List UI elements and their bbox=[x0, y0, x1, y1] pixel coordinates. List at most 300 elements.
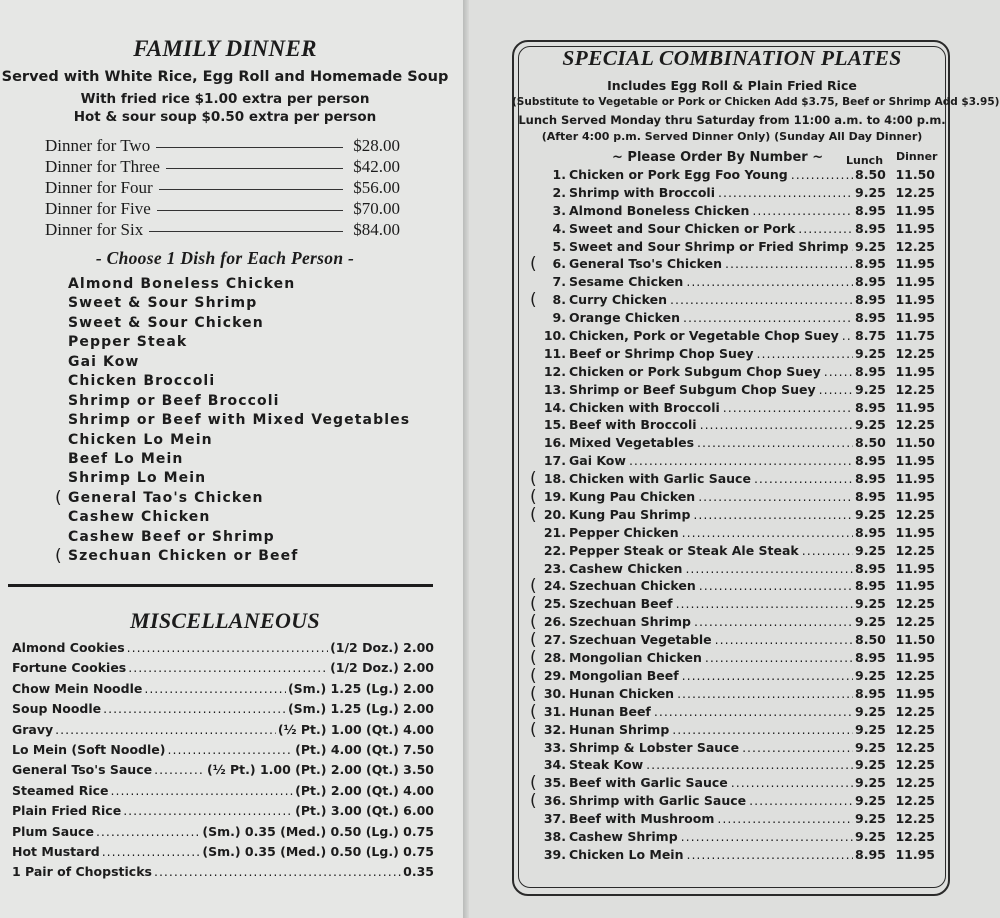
item-name: Sweet and Sour Shrimp or Fried Shrimp bbox=[569, 238, 849, 254]
leader-dots bbox=[681, 829, 853, 844]
combination-item bbox=[540, 757, 935, 775]
item-number: 11. bbox=[543, 345, 566, 361]
spicy-mark-icon: ( bbox=[530, 469, 537, 490]
item-name: Kung Pau Chicken bbox=[569, 489, 696, 505]
spicy-mark-icon: ( bbox=[530, 576, 537, 597]
leader-line bbox=[166, 168, 343, 169]
spicy-mark-icon: ( bbox=[530, 683, 537, 704]
combination-item bbox=[530, 290, 935, 311]
dish-choice bbox=[68, 354, 410, 373]
misc-item bbox=[12, 783, 434, 803]
dinner-price: $28.00 bbox=[353, 136, 400, 155]
misc-item-name: Soup Noodle bbox=[12, 701, 102, 717]
lunch-price: 8.95 bbox=[855, 256, 886, 272]
lunch-price: 8.95 bbox=[855, 363, 886, 379]
lunch-price: 9.25 bbox=[855, 757, 886, 773]
item-name: Hunan Shrimp bbox=[569, 721, 670, 737]
dinner-price: $42.00 bbox=[353, 157, 400, 176]
leader-dots bbox=[168, 742, 294, 757]
dish-name: Gai Kow bbox=[68, 353, 140, 370]
item-name: Szechuan Vegetable bbox=[569, 632, 712, 648]
leader-dots bbox=[715, 632, 853, 647]
lunch-price: 8.95 bbox=[855, 489, 886, 505]
item-name: Szechuan Beef bbox=[569, 596, 673, 612]
leader-dots bbox=[725, 256, 853, 271]
dish-name: Almond Boneless Chicken bbox=[68, 276, 296, 292]
combination-item bbox=[530, 701, 935, 722]
leader-line bbox=[149, 231, 343, 232]
spicy-mark-icon: ( bbox=[530, 791, 537, 812]
combination-list bbox=[530, 167, 935, 865]
dinner-price: 12.25 bbox=[895, 184, 935, 200]
misc-item-price: (Pt.) 3.00 (Qt.) 6.00 bbox=[295, 803, 434, 819]
leader-dots bbox=[96, 824, 200, 839]
misc-item-price: (Sm.) 0.35 (Med.) 0.50 (Lg.) 0.75 bbox=[202, 843, 434, 859]
dish-name: Pepper Steak bbox=[68, 334, 188, 351]
dinner-price: 11.75 bbox=[895, 328, 935, 344]
spicy-mark-icon: ( bbox=[530, 504, 537, 525]
lunch-price: 8.95 bbox=[855, 650, 886, 666]
item-name: Chicken or Pork Subgum Chop Suey bbox=[569, 363, 821, 379]
dinner-price: 12.25 bbox=[895, 703, 935, 719]
leader-line bbox=[156, 147, 343, 148]
misc-item-price: (Sm.) 1.25 (Lg.) 2.00 bbox=[287, 701, 434, 717]
misc-item bbox=[12, 762, 434, 782]
combination-item bbox=[540, 346, 935, 364]
item-number: 38. bbox=[543, 828, 566, 844]
dinner-price: 12.25 bbox=[895, 542, 935, 558]
misc-item-name: 1 Pair of Chopsticks bbox=[12, 864, 152, 880]
dish-choice bbox=[68, 334, 410, 353]
spicy-mark-icon: ( bbox=[530, 594, 537, 615]
leader-dots bbox=[723, 400, 853, 415]
item-number: 3. bbox=[552, 202, 566, 218]
lunch-price: 8.95 bbox=[855, 310, 886, 326]
item-number: 2. bbox=[552, 184, 566, 200]
dish-name: Cashew Chicken bbox=[68, 509, 211, 526]
leader-dots bbox=[798, 221, 853, 236]
misc-item-name: Steamed Rice bbox=[12, 782, 109, 798]
lunch-price: 8.50 bbox=[855, 167, 886, 182]
family-dinner-title: FAMILY DINNER bbox=[133, 36, 317, 61]
combination-item bbox=[540, 435, 935, 453]
item-number: 28. bbox=[543, 650, 566, 666]
leader-dots bbox=[749, 793, 853, 808]
combination-item bbox=[530, 791, 935, 812]
item-name: Mongolian Beef bbox=[569, 667, 679, 683]
leader-dots bbox=[819, 382, 853, 397]
order-by-number-note: ~ Please Order By Number ~ bbox=[612, 150, 824, 165]
item-number: 5. bbox=[552, 238, 566, 254]
leader-dots bbox=[731, 775, 853, 790]
item-number: 14. bbox=[543, 399, 566, 415]
item-name: General Tso's Chicken bbox=[569, 256, 722, 272]
leader-dots bbox=[699, 578, 853, 593]
dinner-price: 12.25 bbox=[895, 757, 935, 773]
leader-dots bbox=[55, 722, 276, 737]
dinner-price: 12.25 bbox=[895, 667, 935, 683]
leader-dots bbox=[103, 701, 286, 716]
lunch-price: 9.25 bbox=[855, 667, 886, 683]
leader-dots bbox=[718, 185, 853, 200]
lunch-price: 9.25 bbox=[855, 828, 886, 844]
leader-dots bbox=[686, 274, 853, 289]
dinner-price: 12.25 bbox=[895, 793, 935, 809]
item-number: 4. bbox=[552, 220, 566, 236]
dinner-price: 11.95 bbox=[895, 310, 935, 326]
lunch-price: 9.25 bbox=[855, 506, 886, 522]
combination-item bbox=[530, 719, 935, 740]
misc-item-price: (1/2 Doz.) 2.00 bbox=[330, 640, 434, 655]
item-name: Szechuan Shrimp bbox=[569, 614, 691, 630]
dish-choice-list bbox=[55, 276, 411, 568]
dish-choice bbox=[68, 412, 410, 431]
lunch-price: 9.25 bbox=[855, 542, 886, 558]
dish-name: Shrimp Lo Mein bbox=[68, 470, 207, 487]
lunch-price: 8.95 bbox=[855, 202, 886, 218]
combination-includes: Includes Egg Roll & Plain Fried Rice bbox=[607, 78, 857, 93]
misc-item-name: Hot Mustard bbox=[12, 843, 100, 859]
misc-item-name: General Tso's Sauce bbox=[12, 762, 153, 778]
combination-substitute-note: (Substitute to Vegetable or Pork or Chicken Add $3.75, Beef or Shrimp Add $3.95) bbox=[512, 96, 1000, 108]
misc-item bbox=[12, 660, 434, 680]
combination-item bbox=[540, 829, 935, 847]
dinner-price: 11.95 bbox=[895, 524, 935, 540]
item-name: Chicken, Pork or Vegetable Chop Suey bbox=[569, 328, 839, 344]
dinner-price: 12.25 bbox=[895, 238, 935, 254]
dish-name: Shrimp or Beef with Mixed Vegetables bbox=[68, 412, 411, 429]
item-number: 20. bbox=[543, 506, 566, 522]
lunch-price: 8.95 bbox=[855, 274, 886, 290]
dinner-price: 11.95 bbox=[895, 846, 935, 862]
item-number: 12. bbox=[543, 363, 566, 379]
leader-dots bbox=[742, 740, 853, 755]
dish-choice bbox=[55, 546, 410, 567]
item-name: Curry Chicken bbox=[569, 292, 668, 308]
dinner-price: 11.95 bbox=[895, 220, 935, 236]
dish-name: Shrimp or Beef Broccoli bbox=[68, 392, 280, 409]
dinner-only-note: (After 4:00 p.m. Served Dinner Only) (Sunday All Day Dinner) bbox=[541, 130, 923, 143]
combination-item bbox=[530, 576, 935, 597]
item-number: 35. bbox=[543, 775, 566, 791]
item-name: Almond Boneless Chicken bbox=[569, 202, 750, 218]
combination-item bbox=[540, 847, 935, 865]
misc-item-price: (Sm.) 1.25 (Lg.) 2.00 bbox=[287, 680, 434, 696]
item-number: 33. bbox=[543, 739, 566, 755]
leader-dots bbox=[646, 757, 853, 772]
misc-item-price: (½ Pt.) 1.00 (Qt.) 4.00 bbox=[277, 721, 434, 737]
spicy-mark-icon: ( bbox=[530, 773, 537, 794]
combination-item bbox=[540, 453, 935, 471]
leader-dots bbox=[154, 762, 205, 777]
lunch-price: 9.25 bbox=[855, 811, 886, 827]
lunch-price: 9.25 bbox=[855, 596, 886, 612]
item-number: 9. bbox=[552, 310, 566, 326]
leader-dots bbox=[791, 167, 853, 182]
misc-item-name: Plum Sauce bbox=[12, 823, 94, 839]
lunch-price: 9.25 bbox=[855, 775, 886, 791]
leader-dots bbox=[102, 844, 201, 859]
leader-dots bbox=[694, 614, 853, 629]
item-name: Szechuan Chicken bbox=[569, 578, 696, 594]
misc-item-price: (Pt.) 4.00 (Qt.) 7.50 bbox=[295, 741, 434, 757]
leader-line bbox=[157, 210, 343, 211]
lunch-price: 8.95 bbox=[855, 399, 886, 415]
item-number: 27. bbox=[543, 632, 566, 648]
dish-name: Beef Lo Mein bbox=[68, 450, 184, 467]
dinner-price: 12.25 bbox=[895, 614, 935, 630]
item-name: Chicken or Pork Egg Foo Young bbox=[569, 167, 788, 182]
dinner-price: 11.95 bbox=[895, 578, 935, 594]
dinner-price: 12.25 bbox=[895, 721, 935, 737]
leader-dots bbox=[700, 417, 853, 432]
lunch-price: 8.95 bbox=[855, 292, 886, 308]
lunch-column-header: Lunch bbox=[846, 154, 884, 167]
lunch-price: 9.25 bbox=[855, 345, 886, 361]
item-number: 8. bbox=[552, 292, 566, 308]
combination-item bbox=[530, 683, 935, 704]
section-divider bbox=[8, 584, 433, 587]
item-number: 7. bbox=[552, 274, 566, 290]
spicy-mark-icon: ( bbox=[530, 630, 537, 651]
item-number: 21. bbox=[543, 524, 566, 540]
item-number: 29. bbox=[543, 667, 566, 683]
leader-dots bbox=[144, 681, 286, 696]
item-name: Shrimp & Lobster Sauce bbox=[569, 739, 740, 755]
misc-item bbox=[12, 864, 434, 884]
dinner-label: Dinner for Two bbox=[45, 136, 151, 155]
dish-choice bbox=[55, 487, 410, 509]
leader-dots bbox=[717, 811, 853, 826]
dinner-row bbox=[45, 136, 400, 157]
dish-choice bbox=[68, 393, 410, 412]
item-number: 31. bbox=[543, 703, 566, 719]
spicy-mark-icon: ( bbox=[530, 665, 537, 686]
item-name: Sweet and Sour Chicken or Pork bbox=[569, 220, 796, 236]
item-number: 32. bbox=[543, 721, 566, 737]
family-dinner-subtitle: Served with White Rice, Egg Roll and Homemade Soup bbox=[1, 69, 449, 85]
combination-item bbox=[540, 525, 935, 543]
leader-dots bbox=[111, 783, 294, 798]
dinner-label: Dinner for Five bbox=[45, 199, 151, 218]
combination-item bbox=[530, 648, 935, 669]
lunch-price: 9.25 bbox=[855, 381, 886, 397]
misc-item bbox=[12, 844, 434, 864]
dish-choice bbox=[68, 276, 410, 295]
dinner-row bbox=[45, 220, 400, 241]
dish-name: General Tao's Chicken bbox=[68, 489, 264, 506]
combination-item bbox=[540, 417, 935, 435]
item-name: Steak Kow bbox=[569, 757, 644, 773]
dinner-price: 11.95 bbox=[895, 650, 935, 666]
dinner-label: Dinner for Three bbox=[45, 157, 160, 176]
item-number: 24. bbox=[543, 578, 566, 594]
misc-item bbox=[12, 722, 434, 742]
item-name: Gai Kow bbox=[569, 453, 626, 469]
spicy-mark-icon: ( bbox=[530, 612, 537, 633]
combination-item bbox=[540, 185, 935, 203]
item-number: 39. bbox=[543, 846, 566, 862]
spicy-mark-icon: ( bbox=[530, 701, 537, 722]
dinner-row bbox=[45, 157, 400, 178]
misc-item bbox=[12, 701, 434, 721]
misc-item-price: (Pt.) 2.00 (Qt.) 4.00 bbox=[295, 782, 434, 798]
lunch-price: 8.50 bbox=[855, 435, 886, 451]
item-number: 37. bbox=[543, 811, 566, 827]
misc-item-name: Lo Mein (Soft Noodle) bbox=[12, 741, 166, 757]
dinner-price: 12.25 bbox=[895, 811, 935, 827]
leader-dots bbox=[757, 346, 853, 361]
spicy-mark-icon: ( bbox=[55, 487, 63, 508]
dinner-price: 12.25 bbox=[895, 345, 935, 361]
dinner-price: 11.95 bbox=[895, 399, 935, 415]
dish-name: Cashew Beef or Shrimp bbox=[68, 528, 275, 545]
dish-choice bbox=[68, 529, 410, 548]
combination-item bbox=[530, 469, 935, 490]
item-name: Hunan Beef bbox=[569, 703, 651, 719]
misc-item-name: Gravy bbox=[12, 721, 54, 737]
soup-note: Hot & sour soup $0.50 extra per person bbox=[73, 109, 377, 125]
item-name: Beef or Shrimp Chop Suey bbox=[569, 345, 754, 361]
leader-dots bbox=[824, 364, 853, 379]
leader-dots bbox=[672, 722, 853, 737]
spicy-mark-icon: ( bbox=[530, 719, 537, 740]
item-number: 30. bbox=[543, 685, 566, 701]
lunch-price: 8.95 bbox=[855, 578, 886, 594]
dinner-price: 11.95 bbox=[895, 685, 935, 701]
leader-dots bbox=[654, 704, 853, 719]
leader-dots bbox=[128, 660, 328, 675]
dinner-price: 11.95 bbox=[895, 274, 935, 290]
misc-item bbox=[12, 640, 434, 660]
dish-choice bbox=[68, 315, 410, 334]
leader-dots bbox=[682, 668, 853, 683]
combination-item bbox=[540, 239, 935, 257]
combination-item bbox=[540, 382, 935, 400]
dish-name: Szechuan Chicken or Beef bbox=[68, 548, 299, 565]
misc-item-price: (½ Pt.) 1.00 (Pt.) 2.00 (Qt.) 3.50 bbox=[207, 762, 434, 778]
dinner-price: 12.25 bbox=[895, 506, 935, 522]
dinner-price: 11.95 bbox=[895, 453, 935, 469]
item-name: Pepper Steak or Steak Ale Steak bbox=[569, 542, 799, 558]
lunch-price: 8.50 bbox=[855, 632, 886, 648]
combination-item bbox=[540, 740, 935, 758]
misc-item bbox=[12, 803, 434, 823]
miscellaneous-list bbox=[12, 640, 434, 885]
leader-dots bbox=[698, 489, 853, 504]
dinner-price: $70.00 bbox=[353, 199, 400, 218]
combination-item bbox=[540, 811, 935, 829]
lunch-price: 9.25 bbox=[855, 739, 886, 755]
lunch-price: 9.25 bbox=[855, 703, 886, 719]
lunch-price: 8.95 bbox=[855, 685, 886, 701]
leader-dots bbox=[705, 650, 853, 665]
dinner-price: 11.95 bbox=[895, 489, 935, 505]
item-number: 17. bbox=[543, 453, 566, 469]
dinner-row bbox=[45, 178, 400, 199]
combination-item bbox=[540, 364, 935, 382]
item-name: Mongolian Chicken bbox=[569, 650, 702, 666]
spicy-mark-icon: ( bbox=[55, 546, 63, 567]
combination-item bbox=[540, 310, 935, 328]
item-number: 10. bbox=[543, 328, 566, 344]
item-name: Shrimp or Beef Subgum Chop Suey bbox=[569, 381, 816, 397]
dinner-column-header: Dinner bbox=[896, 150, 938, 163]
item-number: 22. bbox=[543, 542, 566, 558]
leader-dots bbox=[754, 471, 853, 486]
item-number: 16. bbox=[543, 435, 566, 451]
item-name: Cashew Shrimp bbox=[569, 828, 678, 844]
misc-item-name: Fortune Cookies bbox=[12, 660, 127, 676]
item-name: Beef with Broccoli bbox=[569, 417, 697, 433]
item-name: Beef with Mushroom bbox=[569, 811, 715, 827]
item-name: Beef with Garlic Sauce bbox=[569, 775, 728, 791]
item-name: Mixed Vegetables bbox=[569, 435, 695, 451]
leader-dots bbox=[676, 596, 853, 611]
item-number: 19. bbox=[543, 489, 566, 505]
dinner-price: 11.95 bbox=[895, 202, 935, 218]
misc-item-price: (Sm.) 0.35 (Med.) 0.50 (Lg.) 0.75 bbox=[202, 823, 434, 839]
misc-item bbox=[12, 824, 434, 844]
combination-item bbox=[530, 612, 935, 633]
leader-dots bbox=[127, 640, 328, 655]
dinner-price: 11.95 bbox=[895, 471, 935, 487]
dinner-label: Dinner for Six bbox=[45, 220, 144, 239]
combination-item bbox=[530, 504, 935, 525]
leader-dots bbox=[802, 543, 853, 558]
misc-item bbox=[12, 681, 434, 701]
item-name: Sesame Chicken bbox=[569, 274, 684, 290]
item-name: Cashew Chicken bbox=[569, 560, 683, 576]
leader-dots bbox=[752, 203, 853, 218]
dinner-price: 11.95 bbox=[895, 256, 935, 272]
item-number: 34. bbox=[543, 757, 566, 773]
lunch-price: 8.95 bbox=[855, 471, 886, 487]
combination-item bbox=[530, 487, 935, 508]
item-name: Chicken Lo Mein bbox=[569, 846, 684, 862]
lunch-price: 9.25 bbox=[855, 793, 886, 809]
dinner-label: Dinner for Four bbox=[45, 178, 153, 197]
dish-choice bbox=[68, 451, 410, 470]
combination-item bbox=[540, 274, 935, 292]
misc-item-price: (1/2 Doz.) 2.00 bbox=[330, 660, 434, 676]
misc-item-price: 0.35 bbox=[403, 864, 434, 880]
dish-choice bbox=[68, 373, 410, 392]
combination-item bbox=[540, 561, 935, 579]
leader-dots bbox=[154, 864, 401, 879]
combination-item bbox=[530, 665, 935, 686]
dinner-price-list bbox=[45, 136, 400, 241]
combination-item bbox=[540, 203, 935, 221]
combination-item bbox=[540, 543, 935, 561]
leader-dots bbox=[697, 435, 853, 450]
misc-item-name: Plain Fried Rice bbox=[12, 803, 122, 819]
lunch-hours-note: Lunch Served Monday thru Saturday from 11:00 a.m. to 4:00 p.m. bbox=[518, 113, 946, 127]
dinner-price: $84.00 bbox=[353, 220, 400, 239]
item-number: 13. bbox=[543, 381, 566, 397]
dish-choice bbox=[68, 432, 410, 451]
combination-item bbox=[540, 221, 935, 239]
dinner-price: 12.25 bbox=[895, 417, 935, 433]
dinner-price: 12.25 bbox=[895, 381, 935, 397]
combination-title: SPECIAL COMBINATION PLATES bbox=[562, 46, 902, 70]
leader-dots bbox=[683, 310, 853, 325]
dinner-price: 12.25 bbox=[895, 828, 935, 844]
lunch-price: 9.25 bbox=[855, 614, 886, 630]
lunch-price: 9.25 bbox=[855, 238, 886, 254]
lunch-price: 8.95 bbox=[855, 220, 886, 236]
item-number: 25. bbox=[543, 596, 566, 612]
